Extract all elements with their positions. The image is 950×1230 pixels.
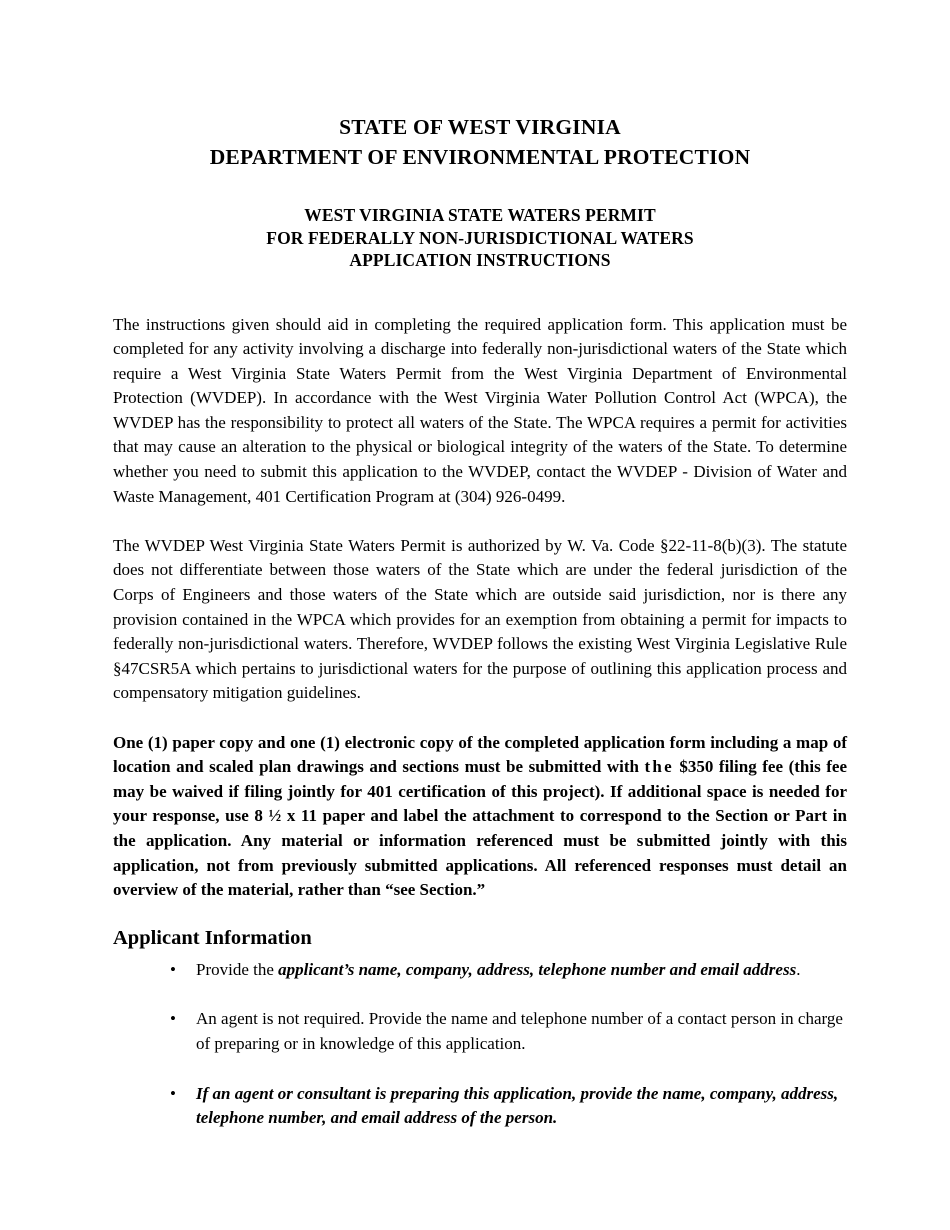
submission-notice-spaced-the: the (644, 757, 674, 777)
bullet-2-lead: An agent is not required. Provide the name and telephone number of a contact person in charge of preparing or in knowledge of this application. (196, 1009, 843, 1053)
bullet-point-icon: • (170, 959, 176, 979)
bullet-point-icon: • (170, 1083, 176, 1103)
bullet-point-icon: • (170, 1009, 176, 1029)
bullet-1-lead: Provide the (196, 959, 279, 979)
list-item (113, 1082, 847, 1131)
title-line-department: DEPARTMENT OF ENVIRONMENTAL PROTECTION (209, 145, 751, 169)
submission-notice-part-2: $350 filing fee (this fee may be waived if filing jointly for 401 certification of this project). If additional space is needed for your response, use 8 ½ x 11 paper and label the attachment to correspond to the Section or Part in the application. Any material or information referenced must be (113, 757, 848, 850)
title-line-state: STATE OF WEST VIRGINIA (339, 115, 621, 139)
document-content (113, 0, 847, 1131)
paragraph-submission-notice (113, 731, 847, 903)
submission-notice-part-1: One (1) paper copy and one (1) electronic copy of the completed application form including a map of location and scaled plan drawings and sections must be submitted with (113, 732, 847, 777)
paragraph-authority: The WVDEP West Virginia State Waters Permit is authorized by W. Va. Code §22-11-8(b)(3). The statute does not differentiate between those waters of the State which are under the federal jurisdiction of the Corps of Engineers and those waters of the State which are outside said jurisdiction, nor is there any provision contained in the WPCA which provides for an exemption from obtaining a permit for impacts to federally non-jurisdictional waters. Therefore, WVDEP follows the existing West Virginia Legislative Rule §47CSR5A which pertains to jurisdictional waters for the purpose of outlining this application process and compensatory mitigation guidelines. (113, 535, 847, 703)
submission-notice-spaced-s: s (636, 830, 645, 850)
section-heading-applicant-information: Applicant Information (113, 926, 312, 949)
list-item (113, 958, 847, 983)
subtitle-line-instructions: APPLICATION INSTRUCTIONS (349, 250, 611, 270)
document-title-block (113, 0, 847, 172)
document-subtitle-block (113, 172, 847, 272)
submission-notice-part-3: ubmitted jointly with this application, not from previously submitted applications. All referenced responses must detail an overview of the material, rather than “see Section.” (113, 830, 847, 900)
bullet-1-emphasis: applicant’s name, company, address, telephone number and email address (278, 959, 797, 979)
subtitle-line-waters: FOR FEDERALLY NON-JURISDICTIONAL WATERS (266, 227, 694, 248)
bullet-3-emphasis: If an agent or consultant is preparing this application, provide the name, company, address, telephone number, and email address of the person. (196, 1083, 839, 1128)
paragraph-intro: The instructions given should aid in completing the required application form. This application must be completed for any activity involving a discharge into federally non-jurisdictional waters of the State which require a West Virginia State Waters Permit from the West Virginia Department of Environmental Protection (WVDEP). In accordance with the West Virginia Water Pollution Control Act (WPCA), the WVDEP has the responsibility to protect all waters of the State. The WPCA requires a permit for activities that may cause an alteration to the physical or biological integrity of the waters of the State. To determine whether you need to submit this application to the WVDEP, contact the WVDEP - Division of Water and Waste Management, 401 Certification Program at (304) 926-0499. (113, 314, 847, 506)
bullet-1-tail: . (796, 959, 801, 979)
subtitle-line-permit: WEST VIRGINIA STATE WATERS PERMIT (304, 205, 656, 225)
list-item (113, 1007, 847, 1056)
applicant-bullet-list (113, 958, 847, 1131)
